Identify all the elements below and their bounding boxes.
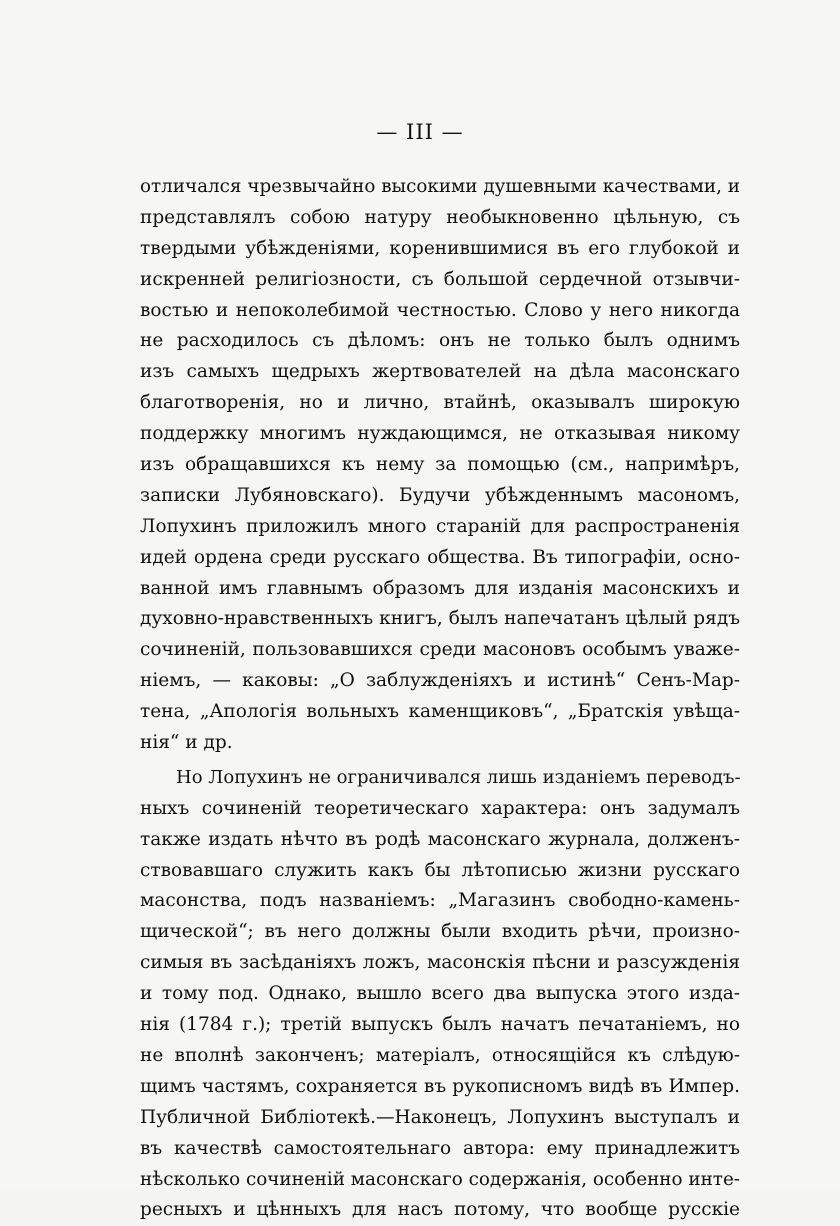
text-line: духовно-нравственныхъ книгъ, былъ напечатанъ цѣлый рядъ <box>140 608 740 630</box>
text-line: ніемъ, — каковы: „О заблужденіяхъ и истинѣ“ Сенъ-Мар- <box>140 670 740 692</box>
text-line: ресныхъ и цѣнныхъ для насъ потому, что вообще русскіе <box>140 1199 740 1221</box>
text-line: востью и непоколебимой честностью. Слово у него никогда <box>140 299 740 321</box>
text-line: нѣсколько сочиненій масонскаго содержанія, особенно инте- <box>140 1168 740 1190</box>
text-line: ванной имъ главнымъ образомъ для изданія масонскихъ и <box>140 577 740 599</box>
page-number: — III — <box>376 120 464 144</box>
text-line: благотворенія, но и лично, втайнѣ, оказывалъ широкую <box>140 392 740 414</box>
text-line: отличался чрезвычайно высокими душевными качествами, и <box>140 176 740 197</box>
text-line: щимъ частямъ, сохраняется въ рукописномъ видѣ въ Импер. <box>140 1075 740 1097</box>
text-line: изъ обращавшихся къ нему за помощью (см., напримѣръ, <box>140 454 740 476</box>
text-line: ствовавшаго служить какъ бы лѣтописью жизни русскаго <box>140 859 740 881</box>
text-line: Но Лопухинъ не ограничивался лишь изданіемъ переводъ- <box>176 766 741 788</box>
text-line: сочиненій, пользовавшихся среди масоновъ особымъ уваже- <box>140 639 740 661</box>
text-line: поддержку многимъ нуждающимся, не отказывая никому <box>140 423 740 445</box>
text-line: нія (1784 г.); третій выпускъ былъ начатъ печатаніемъ, но <box>140 1014 740 1036</box>
text-line: нія“ и др. <box>140 732 233 754</box>
text-line: также издать нѣчто въ родѣ масонскаго журнала, долженъ- <box>140 828 740 850</box>
text-line: масонства, подъ названіемъ: „Магазинъ свободно-камень- <box>140 890 740 912</box>
text-line: изъ самыхъ щедрыхъ жертвователей на дѣла масонскаго <box>140 361 740 383</box>
text-line: не вполнѣ законченъ; матеріалъ, относящійся къ слѣдую- <box>140 1044 740 1066</box>
text-line: Лопухинъ приложилъ много стараній для распространенія <box>140 515 740 537</box>
text-line: искренней религіозности, съ большой сердечной отзывчи- <box>140 268 740 290</box>
text-line: симыя въ засѣданіяхъ ложъ, масонскія пѣсни и разсужденія <box>140 952 740 974</box>
text-line: представлялъ собою натуру необыкновенно цѣльную, съ <box>140 206 740 228</box>
text-line: и тому под. Однако, вышло всего два выпуска этого изда- <box>140 983 740 1005</box>
text-line: записки Лубяновскаго). Будучи убѣжденнымъ масономъ, <box>140 484 740 506</box>
text-line: ныхъ сочиненій теоретическаго характера: онъ задумалъ <box>140 797 740 819</box>
text-line: тена, „Апологія вольныхъ каменщиковъ“, „Братскія увѣща- <box>140 701 740 723</box>
text-line: твердыми убѣжденіями, коренившимися въ его глубокой и <box>140 237 740 259</box>
text-line: идей ордена среди русскаго общества. Въ типографіи, осно- <box>140 546 740 568</box>
text-line: щической“; въ него должны были входить рѣчи, произно- <box>140 921 740 943</box>
paragraph-1 <box>140 172 740 759</box>
paragraph-2 <box>140 763 740 1226</box>
text-line: не расходилось съ дѣломъ: онъ не только былъ однимъ <box>140 330 740 352</box>
text-line: Публичной Библіотекѣ.—Наконецъ, Лопухинъ выступалъ и <box>140 1106 740 1128</box>
text-line: въ качествѣ самостоятельнаго автора: ему принадлежитъ <box>140 1137 740 1159</box>
body-text <box>140 172 740 1226</box>
